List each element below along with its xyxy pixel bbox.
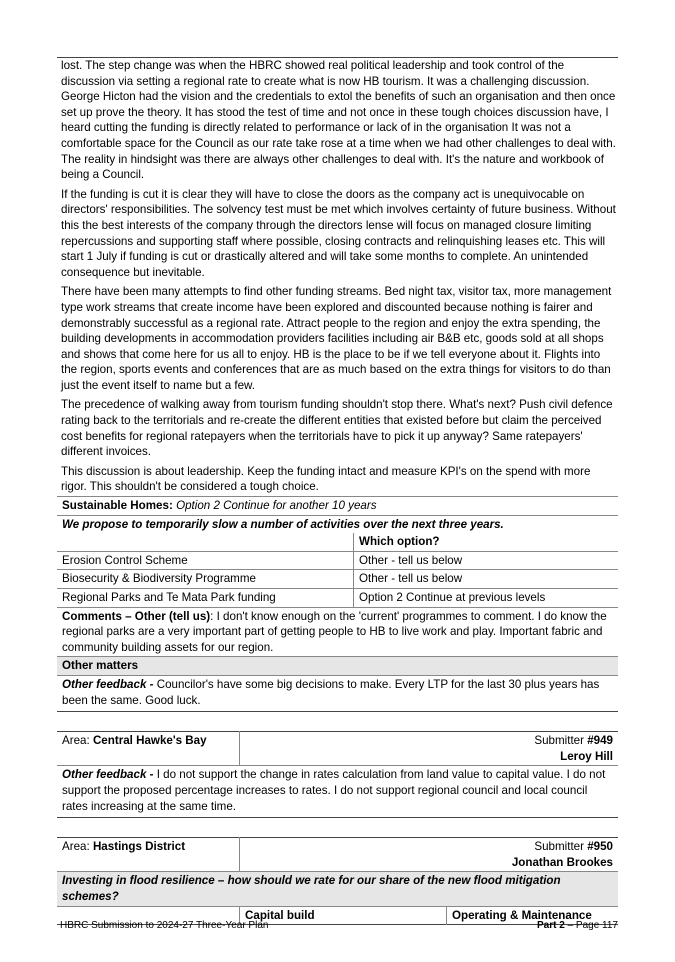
feedback-table (57, 496, 618, 712)
footer-part: Part 2 (537, 920, 565, 931)
other-feedback-row (57, 675, 618, 711)
submitter-name: Leroy Hill (560, 749, 613, 763)
other-matters-heading-row (57, 657, 618, 676)
submitter-number: #950 (587, 840, 613, 854)
slow-activities-heading: We propose to temporarily slow a number of activities over the next three years. (57, 515, 618, 533)
option-cell: Option 2 Continue at previous levels (354, 589, 619, 608)
other-feedback-text: I do not support the change in rates calculation from land value to capital value. I do not support the proposed percentage increases to rates. I do not support regional council and local council rates increasing at the same time. (62, 768, 606, 813)
capital-build-header: Capital build (240, 906, 447, 925)
comments-row (57, 607, 618, 657)
submission-949 (57, 731, 618, 818)
slow-activities-heading-row (57, 515, 618, 533)
activity-cell: Biosecurity & Biodiversity Programme (57, 570, 354, 589)
sustainable-homes-row (57, 497, 618, 516)
table-row (57, 551, 618, 570)
activity-cell: Erosion Control Scheme (57, 551, 354, 570)
slow-activities-header-row (57, 533, 618, 551)
submission-header-row (57, 732, 618, 766)
paragraph: There have been many attempts to find other funding streams. Bed night tax, visitor tax, more management type work streams that create income have been explored and discounted because nothing is fairer and demonstrably successful as a regional rate. Attract people to the region and enjoy the extra spending, the building developments in accommodation providers facilities including air B&B etc, goods sold at all shops and shows that come here for us all to enjoy. HB is the place to be if we tell everyone about it. Flights into the region, sports events and conferences that are as much based on the extra things for visitors to do than just the event itself to name but a few. (61, 285, 612, 392)
paragraph: lost. The step change was when the HBRC showed real political leadership and took control of the discussion via setting a regional rate to create what is now HB tourism. It was a challenging discussion. George Hicton had the vision and the credentials to extol the benefits of such an organisation and then once set up prove the theory. It has stood the test of time and not once in these tough choices discussion have, I heard cutting the funding is directly related to performance or lack of in the organisation It was not a comfortable space for the Council as our rate take rose at a time when we had other challenges to deal with. The reality in hindsight was there are always other challenges to deal with. It's the nature and workbook of being a Council. (61, 59, 616, 182)
sustainable-homes-value: Option 2 Continue for another 10 years (176, 499, 377, 513)
submitter-name: Jonathan Brookes (511, 855, 613, 869)
operating-maintenance-header: Operating & Maintenance (447, 906, 619, 925)
other-matters-heading: Other matters (57, 657, 618, 676)
sustainable-homes-label: Sustainable Homes: (62, 499, 173, 513)
footer-page-number (537, 919, 618, 932)
continuation-block (57, 57, 618, 495)
which-option-header: Which option? (354, 533, 619, 551)
page-content (57, 57, 618, 925)
activity-cell: Regional Parks and Te Mata Park funding (57, 589, 354, 608)
submitter-label: Submitter (534, 840, 588, 854)
submission-950 (57, 837, 618, 925)
other-feedback-text: Councilor's have some big decisions to make. Every LTP for the last 30 plus years has been the same. Good luck. (62, 677, 600, 707)
area-label: Area: (62, 734, 93, 748)
table-row (57, 570, 618, 589)
flood-heading-row (57, 872, 618, 906)
other-feedback-label: Other feedback - (62, 768, 154, 782)
other-feedback-label: Other feedback - (62, 677, 154, 691)
paragraph: If the funding is cut it is clear they will have to close the doors as the company act is unequivocable on directors' responsibilities. The solvency test must be met which involves certainty of future business. Without this the best interests of the company through the directors lense will focus on managed closure limiting repercussions and supporting staff where possible, closing contracts and relinquishing leases etc. This will start 1 July if funding is cut or drastically altered and will take some months to complete. An unintended consequence but inevitable. (61, 187, 616, 279)
area-value: Hastings District (92, 840, 186, 854)
submission-header-row (57, 838, 618, 872)
comments-label: Comments – Other (tell us) (62, 609, 211, 623)
flood-heading: Investing in flood resilience – how should we rate for our share of the new flood mitigation schemes? (57, 872, 618, 906)
paragraph: This discussion is about leadership. Keep the funding intact and measure KPI's on the spend with more rigor. This shouldn't be considered a tough choice. (61, 464, 591, 494)
paragraph: The precedence of walking away from tourism funding shouldn't stop there. What's next? Push civil defence rating back to the territorials and re-create the different entities that existed before but claim the perceived cost benefits for regional ratepayers when the territorials have to pick it up anyway? Same ratepayers' different invoices. (61, 398, 613, 459)
area-value: Central Hawke's Bay (92, 734, 207, 748)
option-cell: Other - tell us below (354, 570, 619, 589)
submitter-number: #949 (587, 734, 613, 748)
option-cell: Other - tell us below (354, 551, 619, 570)
footer-document-title: HBRC Submission to 2024-27 Three-Year Plan (60, 920, 269, 931)
area-label: Area: (62, 840, 93, 854)
other-feedback-row (57, 766, 618, 818)
submitter-label: Submitter (534, 734, 588, 748)
footer-page: – Page 117 (564, 920, 618, 931)
comments-text: : I don't know enough on the 'current' programmes to comment. I do know the regional parks are a very important part of getting people to HB to live work and play. Important fabric and community building assets for our region. (62, 609, 607, 654)
table-row (57, 589, 618, 608)
